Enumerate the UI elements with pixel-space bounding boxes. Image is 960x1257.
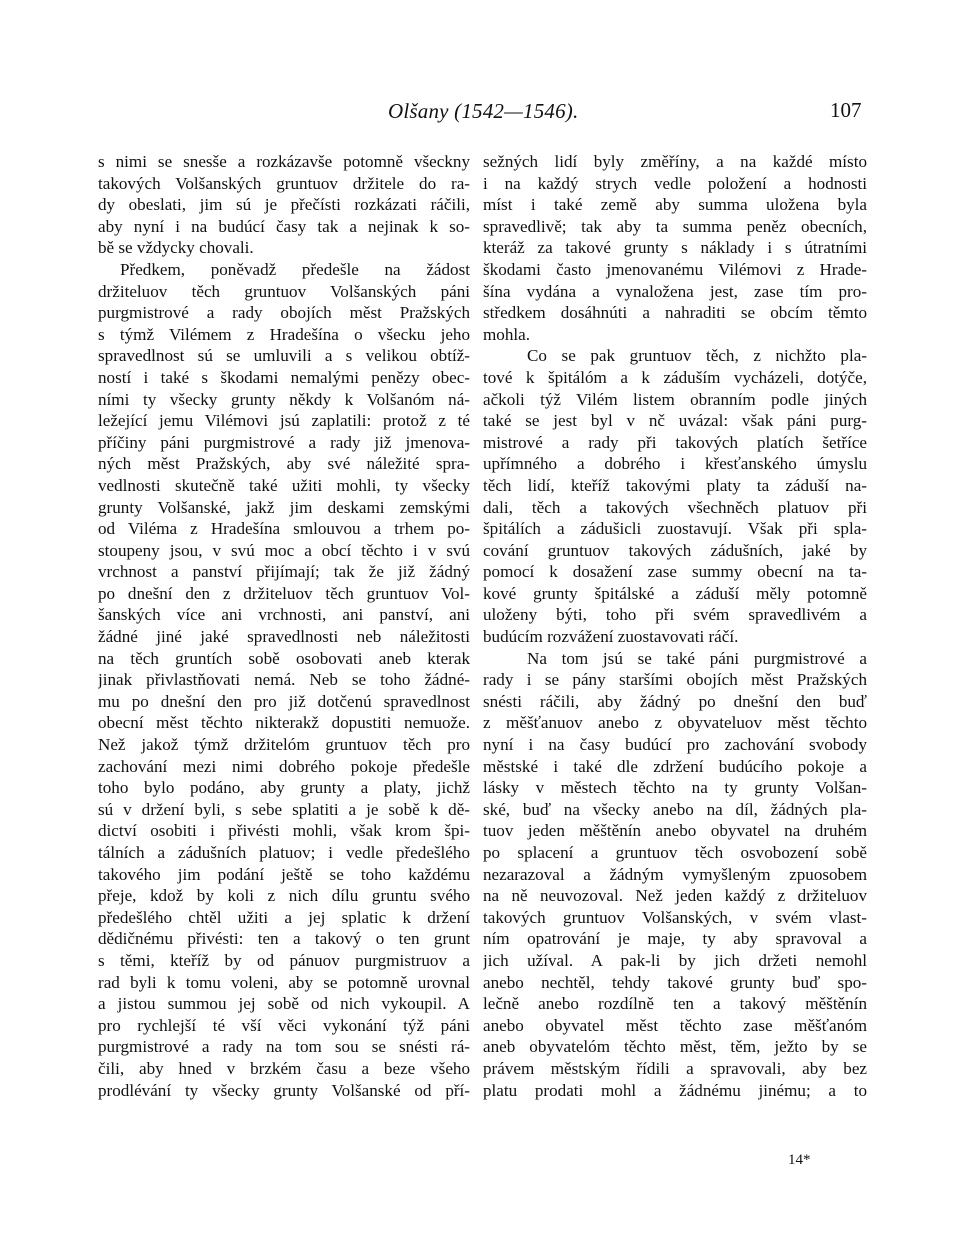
text-line: aby nyní i na budúcí časy tak a nejinak k so- — [98, 216, 470, 236]
text-line: od Viléma z Hradešína smlouvou a trhem po- — [98, 519, 470, 539]
text-line: purgmistrové a rady na tom sou se snésti rá- — [98, 1037, 470, 1057]
text-line: ním opatrování je maje, ty aby spravoval a — [483, 929, 867, 949]
text-line: mohla. — [483, 324, 530, 344]
text-line: spravedlnost sú se umluvili a s velikou obtíž- — [98, 346, 470, 366]
text-line: kové grunty špitálské a záduší měly potomně — [483, 583, 867, 603]
text-line: také se jest byl v nč uvázal: však páni purg- — [483, 411, 867, 431]
text-line: pro rychlejší té vší věci vykonání týž páni — [98, 1015, 470, 1035]
page-header-title: Olšany (1542—1546). — [388, 99, 579, 123]
text-line: stoupeny jsou, v svú moc a obcí těchto i v svú — [98, 540, 470, 560]
text-line: Na tom jsú se také páni purgmistrové a — [527, 648, 867, 668]
text-line: Co se pak gruntuov těch, z nichžto pla- — [527, 346, 867, 366]
text-line: kteráž za takové grunty s náklady i s útratními — [483, 238, 867, 258]
text-line: vedlnosti skutečně také užiti mohli, ty všecky — [98, 475, 470, 495]
text-line: uloženy býti, toho při svém spravedlivém a — [483, 605, 867, 625]
text-line: držiteluov těch gruntuov Volšanských páni — [98, 281, 470, 301]
text-line: jinak přivlastňovati nemá. Neb se toho žádné- — [98, 670, 470, 690]
text-line: lásky v městech těchto na ty grunty Volšan- — [483, 778, 867, 798]
text-line: upřímného a dobrého i křesťanského úmyslu — [483, 454, 867, 474]
text-line: anebo obyvatel měst těchto zase měšťanóm — [483, 1015, 867, 1035]
text-line: anebo nechtěl, tehdy takové grunty buď spo- — [483, 972, 867, 992]
text-line: nezarazoval a žádným vymyšleným zpuosobem — [483, 864, 867, 884]
text-line: právem městským řídili a spravovali, aby bez — [483, 1058, 867, 1078]
text-line: bě se vždycky chovali. — [98, 238, 254, 258]
text-line: ské, buď na všecky anebo na díl, žádných pla- — [483, 799, 867, 819]
text-line: sežných lidí byly změříny, a na každé místo — [483, 152, 867, 171]
text-line: mu po dnešní den pro již dotčenú spravedlnost — [98, 691, 470, 711]
left-text-column — [98, 151, 470, 1101]
text-line: tové k špitálóm a k záduším vycházeli, dotýče, — [483, 367, 867, 387]
text-line: vrchnost a panství přijímají; tak že již žádný — [98, 562, 470, 582]
text-line: městské i také dle zdržení budúcího pokoje a — [483, 756, 867, 776]
text-line: na ně neuvozoval. Než jeden každý z držiteluov — [483, 886, 867, 906]
text-line: prodlévání ty všecky grunty Volšanské od pří- — [98, 1080, 470, 1100]
printer-signature-mark: 14* — [788, 1152, 811, 1168]
text-line: špitálích a zádušicli zuostavují. Však při spla- — [483, 519, 867, 539]
text-line: snésti ráčili, aby žádný po dnešní den buď — [483, 691, 867, 711]
text-line: obecní měst těchto nikterakž dopustiti nemuože. — [98, 713, 470, 733]
text-line: sú v držení byli, s sebe splatiti a je sobě k dě- — [98, 799, 470, 819]
text-line: Předkem, poněvadž předešle na žádost — [120, 259, 470, 279]
text-line: přeje, kdož by koli z nich dílu gruntu svého — [98, 886, 470, 906]
text-line: z měšťanuov anebo z obyvateluov měst těchto — [483, 713, 867, 733]
text-line: budúcím rozvážení zuostavovati ráčí. — [483, 627, 739, 647]
text-line: spravedlivě; tak aby ta summa peněz obecních, — [483, 216, 867, 236]
text-line: s týmž Vilémem z Hradešína o všecku jeho — [98, 324, 470, 344]
text-line: dali, těch a takových všechněch platuov při — [483, 497, 867, 517]
text-line: nyní i na časy budúcí pro zachování svobody — [483, 735, 867, 755]
text-line: dy obeslati, jim sú je přečísti rozkázati ráčili, — [98, 195, 470, 215]
text-line: pomocí k dosažení zase summy obecní na ta- — [483, 562, 867, 582]
text-line: tuov jeden měštěnín anebo obyvatel na druhém — [483, 821, 867, 841]
text-line: toho bylo podáno, aby grunty a platy, jichž — [98, 778, 470, 798]
text-line: čili, aby hned v brzkém času a beze všeho — [98, 1058, 470, 1078]
text-line: ných měst Pražských, aby své náležité spra- — [98, 454, 470, 474]
text-line: takových gruntuov Volšanských, v svém vlast- — [483, 907, 867, 927]
text-line: po dnešní den z držiteluov těch gruntuov Vol- — [98, 583, 470, 603]
text-line: příčiny páni purgmistrové a rady již jmenova- — [98, 432, 470, 452]
text-line: tálních a zádušních platuov; i vedle předešlého — [98, 843, 470, 862]
text-line: platu prodati mohl a žádnému jinému; a to — [483, 1080, 867, 1100]
text-line: grunty Volšanské, jakž jim deskami zemskými — [98, 497, 470, 517]
text-line: rad byli k tomu voleni, aby se potomně urovnal — [98, 972, 470, 992]
text-line: lečně anebo rozdílně ten a takový měštěnín — [483, 994, 867, 1014]
text-line: žádné jiné jaké spravedlnosti neb náležitosti — [98, 627, 470, 647]
text-line: míst i také země aby summa uložena byla — [483, 195, 867, 215]
text-line: dědičnému přivésti: ten a takový o ten grunt — [98, 929, 470, 949]
text-line: s těmi, kteříž by od pánuov purgmistruov a — [98, 950, 470, 970]
text-line: po splacení a gruntuov těch osvobození sobě — [483, 843, 867, 862]
right-text-column — [483, 151, 867, 1101]
text-line: ležející jemu Vilémovi jsú zaplatili: protož z té — [98, 411, 470, 431]
text-line: jich užíval. A pak-li by jich držeti nemohl — [483, 950, 867, 970]
text-line: předešlého chtěl užiti a jej splatic k držení — [98, 907, 470, 927]
text-line: šanských více ani vrchnosti, ani panství, ani — [98, 605, 470, 625]
text-line: a jistou summou jej sobě od nich vykoupil. A — [98, 994, 470, 1014]
text-line: škodami často jmenovanému Vilémovi z Hrade- — [483, 259, 867, 279]
page-number: 107 — [830, 98, 862, 122]
text-line: ností i také s škodami nemalými penězy obec- — [98, 367, 470, 387]
text-line: cování gruntuov takových zádušních, jaké by — [483, 540, 867, 560]
text-line: ními ty všecky grunty někdy k Volšanóm ná- — [98, 389, 470, 409]
text-line: takového jim podání ještě se toho každému — [98, 864, 470, 884]
text-line: Než jakož týmž držitelóm gruntuov těch pro — [98, 735, 470, 755]
text-line: ačkoli týž Vilém listem obranním podle jiných — [483, 389, 867, 409]
text-line: zachování mezi nimi dobrého pokoje předešle — [98, 756, 470, 776]
text-line: i na každý strych vedle položení a hodnosti — [483, 173, 867, 193]
text-line: šína vydána a vynaložena jest, zase tím pro- — [483, 281, 867, 301]
text-line: těch lidí, kteříž takovými platy ta záduší na- — [483, 475, 867, 495]
text-line: purgmistrové a rady obojích měst Pražských — [98, 303, 470, 323]
text-line: rady i se pány staršími obojích měst Pražských — [483, 670, 867, 690]
text-line: s nimi se snesše a rozkázavše potomně všeckny — [98, 152, 470, 171]
text-line: na těch gruntích sobě osobovati aneb kterak — [98, 648, 470, 668]
text-line: mistrové a rady při takových platích šetříce — [483, 432, 867, 452]
text-line: takových Volšanských gruntuov držitele do ra- — [98, 173, 470, 193]
text-line: dictví osobiti i přivésti mohli, však krom špi- — [98, 821, 470, 841]
text-line: aneb obyvatelóm těchto měst, těm, ježto by se — [483, 1037, 867, 1057]
text-line: středkem dosáhnúti a nahraditi se obcím těmto — [483, 303, 867, 323]
